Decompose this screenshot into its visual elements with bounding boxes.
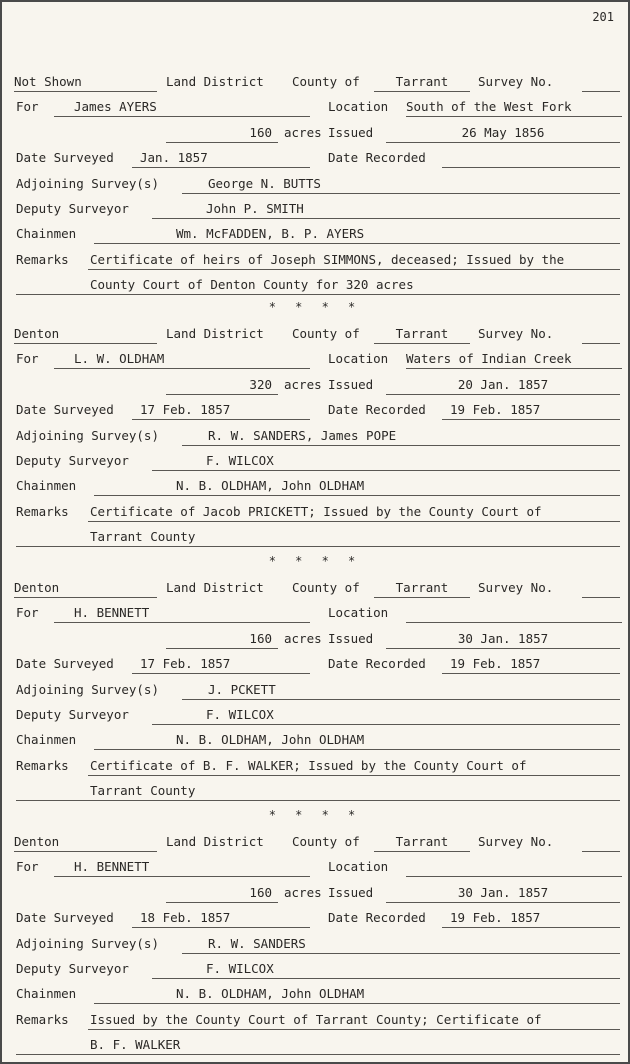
record-row <box>2 72 628 92</box>
county-value-line <box>374 91 470 92</box>
land-district-value: Not Shown <box>14 74 82 89</box>
issued-value-line <box>386 902 620 903</box>
deputy-value: F. WILCOX <box>206 961 274 976</box>
acres-value-line <box>166 394 278 395</box>
chainmen-value-line <box>94 495 620 496</box>
grantee-value: H. BENNETT <box>74 859 150 875</box>
record-row <box>2 527 628 547</box>
chainmen-value: N. B. OLDHAM, John OLDHAM <box>176 732 365 748</box>
survey-no-label: Survey No. <box>478 326 554 341</box>
record-row <box>2 451 628 471</box>
issued-value: 26 May 1856 <box>461 124 545 140</box>
grantee-value: H. BENNETT <box>74 605 150 621</box>
record-row <box>2 883 628 903</box>
location-value-line <box>406 116 622 117</box>
remarks-line-2-line <box>16 546 620 547</box>
county-value: Tarrant <box>395 580 449 595</box>
date-recorded-value-line <box>442 673 620 674</box>
remarks-line-2: B. F. WALKER <box>90 1037 181 1053</box>
adjoining-value: J. PCKETT <box>208 681 276 697</box>
date-recorded-label: Date Recorded <box>328 150 426 166</box>
record-row <box>2 1010 628 1030</box>
location-label: Location <box>328 99 389 115</box>
county-value: Tarrant <box>395 326 449 341</box>
date-surveyed-value-line <box>132 673 310 674</box>
record-row <box>2 578 628 598</box>
remarks-line-1-line <box>88 521 620 522</box>
issued-value-line <box>386 394 620 395</box>
survey-no-value-line <box>582 597 620 598</box>
county-value: Tarrant <box>395 834 449 849</box>
chainmen-value-line <box>94 749 620 750</box>
date-surveyed-value: 17 Feb. 1857 <box>140 656 231 672</box>
deputy-value-line <box>152 978 620 979</box>
issued-value: 30 Jan. 1857 <box>457 630 549 646</box>
date-recorded-value-line <box>442 167 620 168</box>
date-surveyed-label: Date Surveyed <box>16 150 114 166</box>
location-value: South of the West Fork <box>406 99 572 115</box>
adjoining-value: George N. BUTTS <box>208 175 321 191</box>
date-surveyed-label: Date Surveyed <box>16 910 114 926</box>
record-row <box>2 224 628 244</box>
record-row <box>2 502 628 522</box>
remarks-line-1-line <box>88 269 620 270</box>
location-value-line <box>406 876 622 877</box>
land-district-label: Land District <box>166 326 264 341</box>
record-row <box>2 400 628 420</box>
adjoining-label: Adjoining Survey(s) <box>16 175 159 191</box>
land-district-label: Land District <box>166 834 264 849</box>
survey-no-value-line <box>582 343 620 344</box>
location-value-line <box>406 622 622 623</box>
adjoining-value-line <box>182 193 620 194</box>
acres-label: acres <box>284 124 322 140</box>
survey-no-value-line <box>582 851 620 852</box>
county-value-line <box>374 851 470 852</box>
issued-value: 20 Jan. 1857 <box>457 376 549 392</box>
adjoining-label: Adjoining Survey(s) <box>16 935 159 951</box>
location-value: Waters of Indian Creek <box>406 351 572 367</box>
remarks-line-1: Certificate of heirs of Joseph SIMMONS, deceased; Issued by the <box>90 251 565 267</box>
issued-label: Issued <box>328 376 374 392</box>
remarks-line-1: Certificate of Jacob PRICKETT; Issued by the County Court of <box>90 503 542 519</box>
record-row <box>2 476 628 496</box>
land-district-value: Denton <box>14 326 60 341</box>
adjoining-value-line <box>182 445 620 446</box>
acres-label: acres <box>284 376 322 392</box>
remarks-line-2: Tarrant County <box>90 783 196 799</box>
adjoining-value: R. W. SANDERS <box>208 935 306 951</box>
deputy-value: F. WILCOX <box>206 707 274 722</box>
chainmen-value-line <box>94 1003 620 1004</box>
land-district-value-line <box>14 851 157 852</box>
adjoining-value-line <box>182 953 620 954</box>
location-label: Location <box>328 351 389 367</box>
remarks-line-2-line <box>16 294 620 295</box>
land-district-value: Denton <box>14 580 60 595</box>
remarks-label: Remarks <box>16 251 69 267</box>
acres-value-line <box>166 648 278 649</box>
adjoining-label: Adjoining Survey(s) <box>16 427 159 443</box>
acres-value: 160 <box>249 884 272 900</box>
date-recorded-value-line <box>442 419 620 420</box>
survey-no-label: Survey No. <box>478 834 554 849</box>
chainmen-label: Chainmen <box>16 226 77 242</box>
issued-value: 30 Jan. 1857 <box>457 884 549 900</box>
issued-label: Issued <box>328 124 374 140</box>
for-label: For <box>16 859 39 875</box>
remarks-line-1: Certificate of B. F. WALKER; Issued by the County Court of <box>90 757 527 773</box>
grantee-value-line <box>54 368 310 369</box>
remarks-line-1-line <box>88 775 620 776</box>
county-value-line <box>374 597 470 598</box>
remarks-line-2-line <box>16 1054 620 1055</box>
remarks-label: Remarks <box>16 503 69 519</box>
deputy-value-line <box>152 470 620 471</box>
date-recorded-label: Date Recorded <box>328 656 426 672</box>
record-row <box>2 148 628 168</box>
record-row <box>2 174 628 194</box>
remarks-label: Remarks <box>16 1011 69 1027</box>
acres-value: 320 <box>249 376 272 392</box>
grantee-value-line <box>54 116 310 117</box>
record-row <box>2 250 628 270</box>
remarks-line-1: Issued by the County Court of Tarrant County; Certificate of <box>90 1011 542 1027</box>
record-row <box>2 426 628 446</box>
county-label: County of <box>292 580 360 595</box>
record-row <box>2 781 628 801</box>
date-surveyed-value: Jan. 1857 <box>140 150 208 166</box>
chainmen-value: Wm. McFADDEN, B. P. AYERS <box>176 226 365 242</box>
date-surveyed-value-line <box>132 419 310 420</box>
record-row <box>2 199 628 219</box>
record-row <box>2 275 628 295</box>
acres-value-line <box>166 142 278 143</box>
acres-value-line <box>166 902 278 903</box>
issued-value-line <box>386 142 620 143</box>
land-district-label: Land District <box>166 74 264 89</box>
adjoining-value: R. W. SANDERS, James POPE <box>208 427 397 443</box>
record-row <box>2 654 628 674</box>
record-separator: * * * * <box>268 808 362 822</box>
remarks-label: Remarks <box>16 757 69 773</box>
record-row <box>2 908 628 928</box>
date-recorded-value: 19 Feb. 1857 <box>450 656 541 672</box>
grantee-value: L. W. OLDHAM <box>74 351 165 367</box>
land-district-value-line <box>14 91 157 92</box>
county-value: Tarrant <box>395 74 449 89</box>
date-surveyed-value-line <box>132 927 310 928</box>
land-district-value-line <box>14 343 157 344</box>
acres-label: acres <box>284 630 322 646</box>
record-row <box>2 857 628 877</box>
chainmen-value: N. B. OLDHAM, John OLDHAM <box>176 986 365 1002</box>
record-row <box>2 730 628 750</box>
record-row <box>2 705 628 725</box>
chainmen-label: Chainmen <box>16 478 77 494</box>
date-recorded-value-line <box>442 927 620 928</box>
record-row <box>2 1035 628 1055</box>
record-separator: * * * * <box>268 554 362 568</box>
date-surveyed-label: Date Surveyed <box>16 402 114 418</box>
record-row <box>2 934 628 954</box>
record-row <box>2 375 628 395</box>
acres-label: acres <box>284 884 322 900</box>
county-label: County of <box>292 74 360 89</box>
date-recorded-value: 19 Feb. 1857 <box>450 402 541 418</box>
land-district-value-line <box>14 597 157 598</box>
record-row <box>2 349 628 369</box>
page-number: 201 <box>592 10 614 24</box>
date-surveyed-value: 18 Feb. 1857 <box>140 910 231 926</box>
survey-no-label: Survey No. <box>478 74 554 89</box>
grantee-value-line <box>54 622 310 623</box>
deputy-value-line <box>152 218 620 219</box>
date-surveyed-value: 17 Feb. 1857 <box>140 402 231 418</box>
for-label: For <box>16 605 39 621</box>
deputy-label: Deputy Surveyor <box>16 961 129 976</box>
survey-no-value-line <box>582 91 620 92</box>
location-value-line <box>406 368 622 369</box>
county-label: County of <box>292 326 360 341</box>
adjoining-value-line <box>182 699 620 700</box>
deputy-value-line <box>152 724 620 725</box>
issued-label: Issued <box>328 630 374 646</box>
survey-no-label: Survey No. <box>478 580 554 595</box>
for-label: For <box>16 99 39 115</box>
land-district-label: Land District <box>166 580 264 595</box>
deputy-value: F. WILCOX <box>206 453 274 468</box>
deputy-label: Deputy Surveyor <box>16 453 129 468</box>
date-surveyed-value-line <box>132 167 310 168</box>
record-row <box>2 832 628 852</box>
grantee-value: James AYERS <box>74 99 157 115</box>
remarks-line-2: County Court of Denton County for 320 acres <box>90 277 414 293</box>
acres-value: 160 <box>249 630 272 646</box>
county-value-line <box>374 343 470 344</box>
record-row <box>2 97 628 117</box>
issued-value-line <box>386 648 620 649</box>
chainmen-value-line <box>94 243 620 244</box>
record-row <box>2 324 628 344</box>
record-row <box>2 603 628 623</box>
grantee-value-line <box>54 876 310 877</box>
record-row <box>2 984 628 1004</box>
deputy-value: John P. SMITH <box>206 201 304 216</box>
location-label: Location <box>328 859 389 875</box>
date-recorded-label: Date Recorded <box>328 910 426 926</box>
deputy-label: Deputy Surveyor <box>16 707 129 722</box>
adjoining-label: Adjoining Survey(s) <box>16 681 159 697</box>
county-label: County of <box>292 834 360 849</box>
record-row <box>2 680 628 700</box>
location-label: Location <box>328 605 389 621</box>
deputy-label: Deputy Surveyor <box>16 201 129 216</box>
record-row <box>2 756 628 776</box>
chainmen-label: Chainmen <box>16 732 77 748</box>
date-recorded-value: 19 Feb. 1857 <box>450 910 541 926</box>
record-row <box>2 629 628 649</box>
chainmen-value: N. B. OLDHAM, John OLDHAM <box>176 478 365 494</box>
date-recorded-label: Date Recorded <box>328 402 426 418</box>
remarks-line-2: Tarrant County <box>90 529 196 545</box>
for-label: For <box>16 351 39 367</box>
issued-label: Issued <box>328 884 374 900</box>
chainmen-label: Chainmen <box>16 986 77 1002</box>
record-row <box>2 959 628 979</box>
remarks-line-2-line <box>16 800 620 801</box>
land-district-value: Denton <box>14 834 60 849</box>
date-surveyed-label: Date Surveyed <box>16 656 114 672</box>
remarks-line-1-line <box>88 1029 620 1030</box>
record-row <box>2 123 628 143</box>
record-separator: * * * * <box>268 300 362 314</box>
acres-value: 160 <box>249 124 272 140</box>
